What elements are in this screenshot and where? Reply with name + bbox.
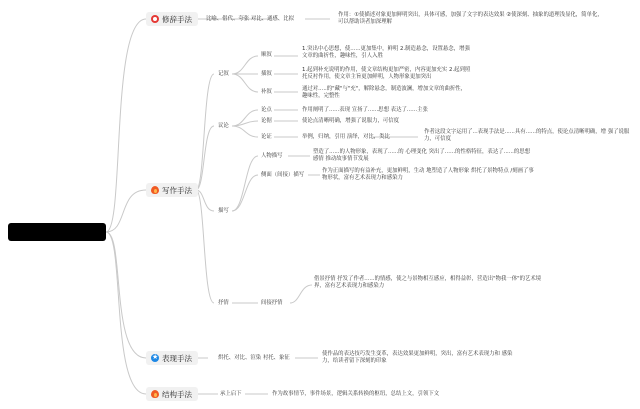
buxu-label: 补叙 <box>261 89 272 95</box>
branch-xiezuo-title: 写作手法 <box>162 185 192 195</box>
lundian-label: 论点 <box>261 107 272 113</box>
branch-jiegou[interactable] <box>146 387 198 401</box>
flame-icon <box>151 390 159 398</box>
branch-xiuci-title: 修辞手法 <box>162 14 192 24</box>
jiegou-items: 承上启下 <box>220 391 242 397</box>
biaoxian-items: 烘托、对比、渲染 衬托、象征 <box>218 355 290 361</box>
cemian-label: 侧面（间接）描写 <box>261 172 305 178</box>
branch-jiegou-title: 结构手法 <box>162 389 192 399</box>
jiegou-desc: 作为故事情节，事件场景，逻辑关系转换的枢纽，总结上文，引领下文 <box>272 391 440 397</box>
star-icon <box>151 354 159 362</box>
branch-biaoxian-title: 表现手法 <box>162 353 192 363</box>
target-icon <box>151 15 159 23</box>
lunju-desc: 使论点清晰明确，增强了说服力，可信度 <box>302 118 400 124</box>
shuqing-label: 抒情 <box>218 300 229 306</box>
chaxu-desc: 1.起到补充说明的作用，使文章结构更加严密，内容更加充实 2.起到照托反衬作用，使文章主旨更加鲜明，人物形象更加突出 <box>302 67 471 81</box>
branch-xiezuo[interactable] <box>146 183 198 197</box>
jianjie-shuqing-label: 间接抒情 <box>261 300 283 306</box>
yilun-label: 议论 <box>218 123 229 129</box>
miaoxie-label: 描写 <box>218 208 229 214</box>
flame-icon <box>151 186 159 194</box>
lunju-label: 论据 <box>261 118 272 124</box>
lunzheng-desc: 作者这段文字运用了...表现手法是......具有......的特点，使论点清晰明确，增 强了说服力，可信度 <box>424 129 630 143</box>
shunxu-label: 顺叙 <box>261 52 272 58</box>
biaoxian-desc: 使作品的表达技巧发生变革，表达效果更加鲜明，突出，富有艺术表现力和 感染力，给读者留下深刻的印象 <box>322 351 513 365</box>
branch-biaoxian[interactable] <box>146 351 198 365</box>
lunzheng-detail: 举例，归纳，引用 演绎，对比，类比 <box>302 134 390 140</box>
buxu-desc: 通过对.....的"藏"与"充"，解除悬念，制造波澜，增加文章的曲折性，趣味性，完整性 <box>302 86 467 100</box>
chaxu-label: 插叙 <box>261 71 272 77</box>
xiuci-items: 比喻、借代、夸张 对比、通感、比拟 <box>206 16 294 22</box>
jianjie-shuqing-desc: 借景抒情 抒发了作者......的情感，使之与景物相互感应，相得益彰，营造出"物我一体"的艺术境界，富有艺术表现力和感染力 <box>314 276 542 290</box>
renwu-label: 人物描写 <box>261 153 283 159</box>
lunzheng-label: 论证 <box>261 134 272 140</box>
shunxu-desc: 1.突出中心思想，使......更加集中，鲜明 2.制造悬念，设置悬念，增强文章的曲折性，趣味性，引人入胜 <box>302 46 470 60</box>
lundian-desc: 作用阐明了......表现 宣扬了......思想 表达了......主张 <box>302 107 428 113</box>
jixu-label: 记叙 <box>218 71 229 77</box>
central-topic-redacted <box>8 223 106 241</box>
xiuci-desc: 作用：①使描述对象更加鲜明突出，具体可感，加强了文字的表达效果 ②使深刻、抽象的道理浅显化，简单化，可以帮助读者加深理解 <box>338 12 603 26</box>
renwu-desc: 塑造了......的人物形象，表现了......的 心理变化 突出了......的性格特征，表达了......的思想感情 推动故事情节发展 <box>313 149 531 163</box>
branch-xiuci[interactable] <box>146 12 198 26</box>
cemian-desc: 作为正面描写的有益补充，更加鲜明，生动 地塑造了人物形象 烘托了景物特点 /刻画了事物形状，富有艺术表现力和感染力 <box>322 168 534 182</box>
